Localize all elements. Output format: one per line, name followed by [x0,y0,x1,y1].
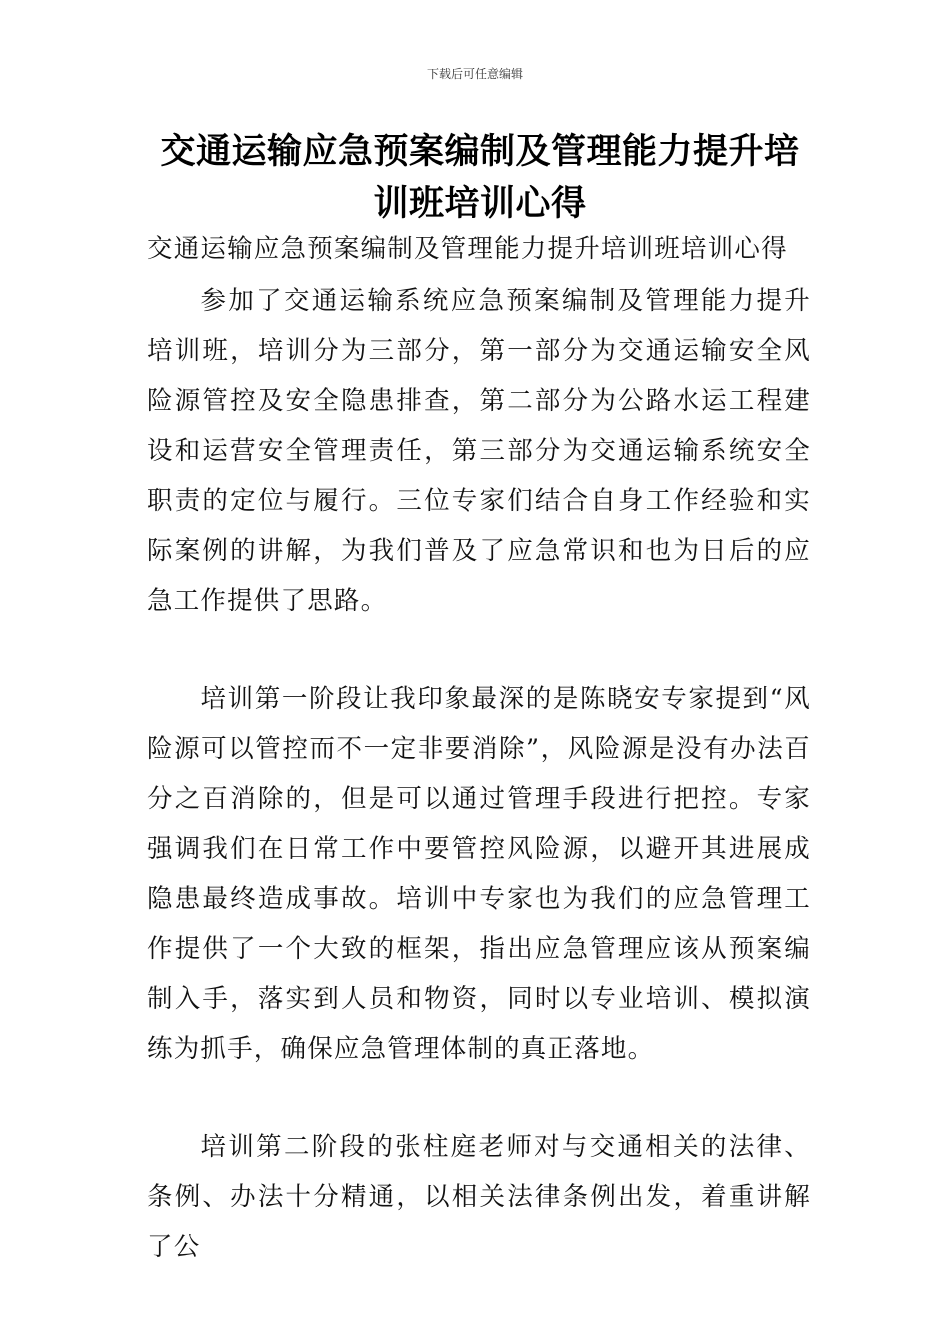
document-title: 交通运输应急预案编制及管理能力提升培训班培训心得 [160,132,800,224]
body-paragraph-2: 培训第一阶段让我印象最深的是陈晓安专家提到“风险源可以管控而不一定非要消除”，风险源是没有办法百分之百消除的，但是可以通过管理手段进行把控。专家强调我们在日常工作中要管控风险源，以避开其进展成隐患最终造成事故。培训中专家也为我们的应急管理工作提供了一个大致的框架，指出应急管理应该从预案编制入手，落实到人员和物资，同时以专业培训、模拟演练为抓手，确保应急管理体制的真正落地。 [147,684,811,1064]
header-note: 下载后可任意编辑 [426,67,523,81]
body-paragraph-1: 参加了交通运输系统应急预案编制及管理能力提升培训班，培训分为三部分，第一部分为交通运输安全风险源管控及安全隐患排查，第二部分为公路水运工程建设和运营安全管理责任，第三部分为交通运输系统安全职责的定位与履行。三位专家们结合自身工作经验和实际案例的讲解，为我们普及了应急常识和也为日后的应急工作提供了思路。 [147,286,811,616]
document-body [147,226,811,1272]
body-paragraph-3: 培训第二阶段的张柱庭老师对与交通相关的法律、条例、办法十分精通，以相关法律条例出发，着重讲解了公 [147,1132,811,1262]
document-subtitle: 交通运输应急预案编制及管理能力提升培训班培训心得 [147,234,788,264]
